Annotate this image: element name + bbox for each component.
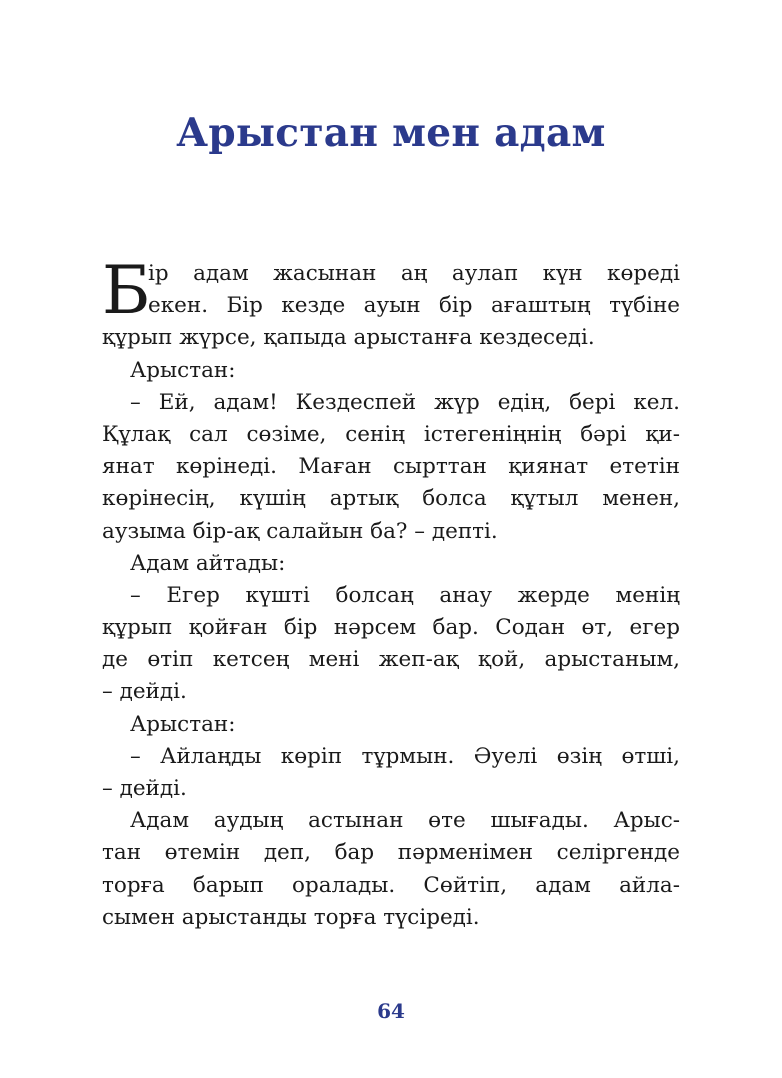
- text-line: аузыма бір-ақ салайын ба? – депті.: [102, 518, 498, 544]
- text-line: – Ей, адам! Кездеспей жүр едің, бері кел.: [130, 389, 680, 415]
- text-line: сымен арыстанды торға түсіреді.: [102, 904, 480, 930]
- drop-cap-letter: Б: [102, 252, 151, 329]
- text-line: құрып жүрсе, қапыда арыстанға кездеседі.: [102, 325, 595, 351]
- text-line: көрінесің, күшің артық болса құтыл менен,: [102, 486, 680, 512]
- text-line: – дейді.: [102, 776, 187, 801]
- text-line: Арыстан:: [130, 357, 236, 383]
- text-line: де өтіп кетсең мені жеп-ақ қой, арыстаным,: [102, 647, 680, 673]
- text-line: торға барып оралады. Сөйтіп, адам айла-: [102, 872, 680, 898]
- story-title: Арыстан мен адам: [176, 110, 606, 156]
- text-line: Адам аудың астынан өте шығады. Арыс-: [130, 808, 680, 834]
- text-line: Адам айтады:: [130, 550, 286, 576]
- text-line: – Егер күшті болсаң анау жерде менің: [130, 582, 680, 608]
- text-line: янат көрінеді. Маған сырттан қиянат ететін: [102, 454, 680, 480]
- text-line: ір адам жасынан аң аулап күн көреді: [148, 261, 680, 286]
- story-body: [102, 252, 680, 934]
- text-line: екен. Бір кезде ауын бір ағаштың түбіне: [148, 293, 680, 319]
- text-line: – Айлаңды көріп тұрмын. Әуелі өзің өтші,: [130, 743, 680, 769]
- text-line: Құлақ сал сөзіме, сенің істегеніңнің бәрі қи-: [102, 421, 680, 447]
- page-number: 64: [377, 999, 405, 1023]
- text-line: – дейді.: [102, 679, 187, 705]
- text-line: тан өтемін деп, бар пәрменімен селіргенде: [102, 840, 680, 866]
- text-line: құрып қойған бір нәрсем бар. Содан өт, егер: [102, 615, 680, 641]
- text-line: Арыстан:: [130, 711, 236, 737]
